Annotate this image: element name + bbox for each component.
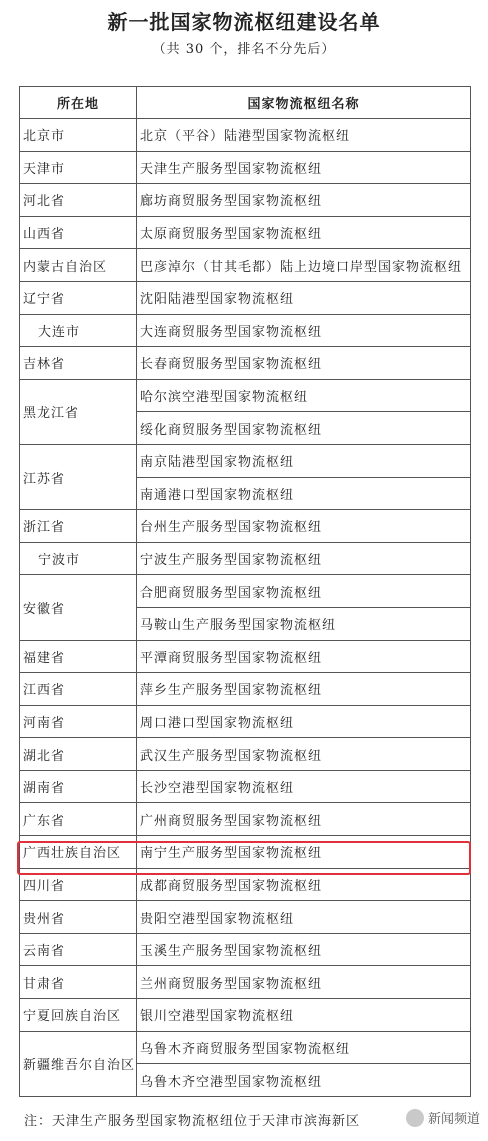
hub-list-table xyxy=(19,86,471,1097)
cell-hub-name: 贵阳空港型国家物流枢纽 xyxy=(137,901,471,934)
cell-location: 福建省 xyxy=(20,640,137,673)
table-row xyxy=(20,901,471,934)
cell-location: 吉林省 xyxy=(20,347,137,380)
cell-hub-name: 平潭商贸服务型国家物流枢纽 xyxy=(137,640,471,673)
table-row xyxy=(20,119,471,152)
cell-location: 大连市 xyxy=(20,314,137,347)
cell-location: 新疆维吾尔自治区 xyxy=(20,1031,137,1096)
table-row xyxy=(20,444,471,477)
cell-location: 湖北省 xyxy=(20,738,137,771)
cell-location: 辽宁省 xyxy=(20,281,137,314)
cell-location: 贵州省 xyxy=(20,901,137,934)
channel-logo-icon xyxy=(406,1109,424,1127)
cell-hub-name: 周口港口型国家物流枢纽 xyxy=(137,705,471,738)
cell-location: 广东省 xyxy=(20,803,137,836)
cell-location: 黑龙江省 xyxy=(20,379,137,444)
cell-location: 天津市 xyxy=(20,151,137,184)
cell-hub-name: 玉溪生产服务型国家物流枢纽 xyxy=(137,933,471,966)
cell-hub-name: 台州生产服务型国家物流枢纽 xyxy=(137,510,471,543)
cell-location: 山西省 xyxy=(20,216,137,249)
cell-hub-name: 绥化商贸服务型国家物流枢纽 xyxy=(137,412,471,445)
cell-hub-name: 巴彦淖尔（甘其毛都）陆上边境口岸型国家物流枢纽 xyxy=(137,249,471,282)
cell-hub-name: 太原商贸服务型国家物流枢纽 xyxy=(137,216,471,249)
cell-hub-name: 南宁生产服务型国家物流枢纽 xyxy=(137,836,471,869)
table-row xyxy=(20,1031,471,1064)
table-row xyxy=(20,281,471,314)
cell-location: 江西省 xyxy=(20,673,137,706)
cell-hub-name: 合肥商贸服务型国家物流枢纽 xyxy=(137,575,471,608)
table-row xyxy=(20,379,471,412)
page-subtitle: （共 30 个，排名不分先后） xyxy=(152,42,336,57)
table-row xyxy=(20,542,471,575)
cell-hub-name: 长沙空港型国家物流枢纽 xyxy=(137,770,471,803)
cell-hub-name: 萍乡生产服务型国家物流枢纽 xyxy=(137,673,471,706)
cell-hub-name: 大连商贸服务型国家物流枢纽 xyxy=(137,314,471,347)
cell-hub-name: 成都商贸服务型国家物流枢纽 xyxy=(137,868,471,901)
table-row xyxy=(20,803,471,836)
table-row xyxy=(20,249,471,282)
table-row xyxy=(20,999,471,1032)
cell-location: 宁波市 xyxy=(20,542,137,575)
cell-hub-name: 广州商贸服务型国家物流枢纽 xyxy=(137,803,471,836)
watermark xyxy=(406,1108,480,1127)
cell-location: 云南省 xyxy=(20,933,137,966)
table-row xyxy=(20,966,471,999)
cell-location: 内蒙古自治区 xyxy=(20,249,137,282)
cell-hub-name: 长春商贸服务型国家物流枢纽 xyxy=(137,347,471,380)
cell-hub-name: 廊坊商贸服务型国家物流枢纽 xyxy=(137,184,471,217)
cell-location: 安徽省 xyxy=(20,575,137,640)
header-hub-name: 国家物流枢纽名称 xyxy=(137,87,471,119)
footnote: 注：天津生产服务型国家物流枢纽位于天津市滨海新区 xyxy=(24,1114,361,1129)
table-row xyxy=(20,933,471,966)
cell-hub-name: 南京陆港型国家物流枢纽 xyxy=(137,444,471,477)
table-row xyxy=(20,510,471,543)
cell-hub-name: 武汉生产服务型国家物流枢纽 xyxy=(137,738,471,771)
cell-location: 河南省 xyxy=(20,705,137,738)
cell-hub-name: 马鞍山生产服务型国家物流枢纽 xyxy=(137,607,471,640)
table-row xyxy=(20,770,471,803)
cell-hub-name: 乌鲁木齐商贸服务型国家物流枢纽 xyxy=(137,1031,471,1064)
cell-hub-name: 兰州商贸服务型国家物流枢纽 xyxy=(137,966,471,999)
cell-hub-name: 哈尔滨空港型国家物流枢纽 xyxy=(137,379,471,412)
table-row xyxy=(20,575,471,608)
cell-hub-name: 乌鲁木齐空港型国家物流枢纽 xyxy=(137,1064,471,1097)
table-row xyxy=(20,738,471,771)
cell-location: 河北省 xyxy=(20,184,137,217)
cell-location: 甘肃省 xyxy=(20,966,137,999)
table-row xyxy=(20,347,471,380)
table-row xyxy=(20,151,471,184)
table-header-row xyxy=(20,87,471,119)
cell-location: 湖南省 xyxy=(20,770,137,803)
highlight-box xyxy=(17,841,471,875)
header-location: 所在地 xyxy=(20,87,137,119)
cell-location: 北京市 xyxy=(20,119,137,152)
cell-hub-name: 沈阳陆港型国家物流枢纽 xyxy=(137,281,471,314)
table-row xyxy=(20,705,471,738)
table-row xyxy=(20,314,471,347)
cell-location: 广西壮族自治区 xyxy=(20,836,137,869)
cell-location: 宁夏回族自治区 xyxy=(20,999,137,1032)
table-row xyxy=(20,184,471,217)
cell-hub-name: 南通港口型国家物流枢纽 xyxy=(137,477,471,510)
cell-location: 四川省 xyxy=(20,868,137,901)
cell-hub-name: 天津生产服务型国家物流枢纽 xyxy=(137,151,471,184)
cell-hub-name: 银川空港型国家物流枢纽 xyxy=(137,999,471,1032)
cell-hub-name: 北京（平谷）陆港型国家物流枢纽 xyxy=(137,119,471,152)
table-row xyxy=(20,673,471,706)
cell-location: 江苏省 xyxy=(20,444,137,509)
cell-hub-name: 宁波生产服务型国家物流枢纽 xyxy=(137,542,471,575)
cell-location: 浙江省 xyxy=(20,510,137,543)
table-row xyxy=(20,216,471,249)
table-row xyxy=(20,640,471,673)
page-title: 新一批国家物流枢纽建设名单 xyxy=(107,10,381,34)
watermark-text: 新闻频道 xyxy=(427,1112,480,1127)
